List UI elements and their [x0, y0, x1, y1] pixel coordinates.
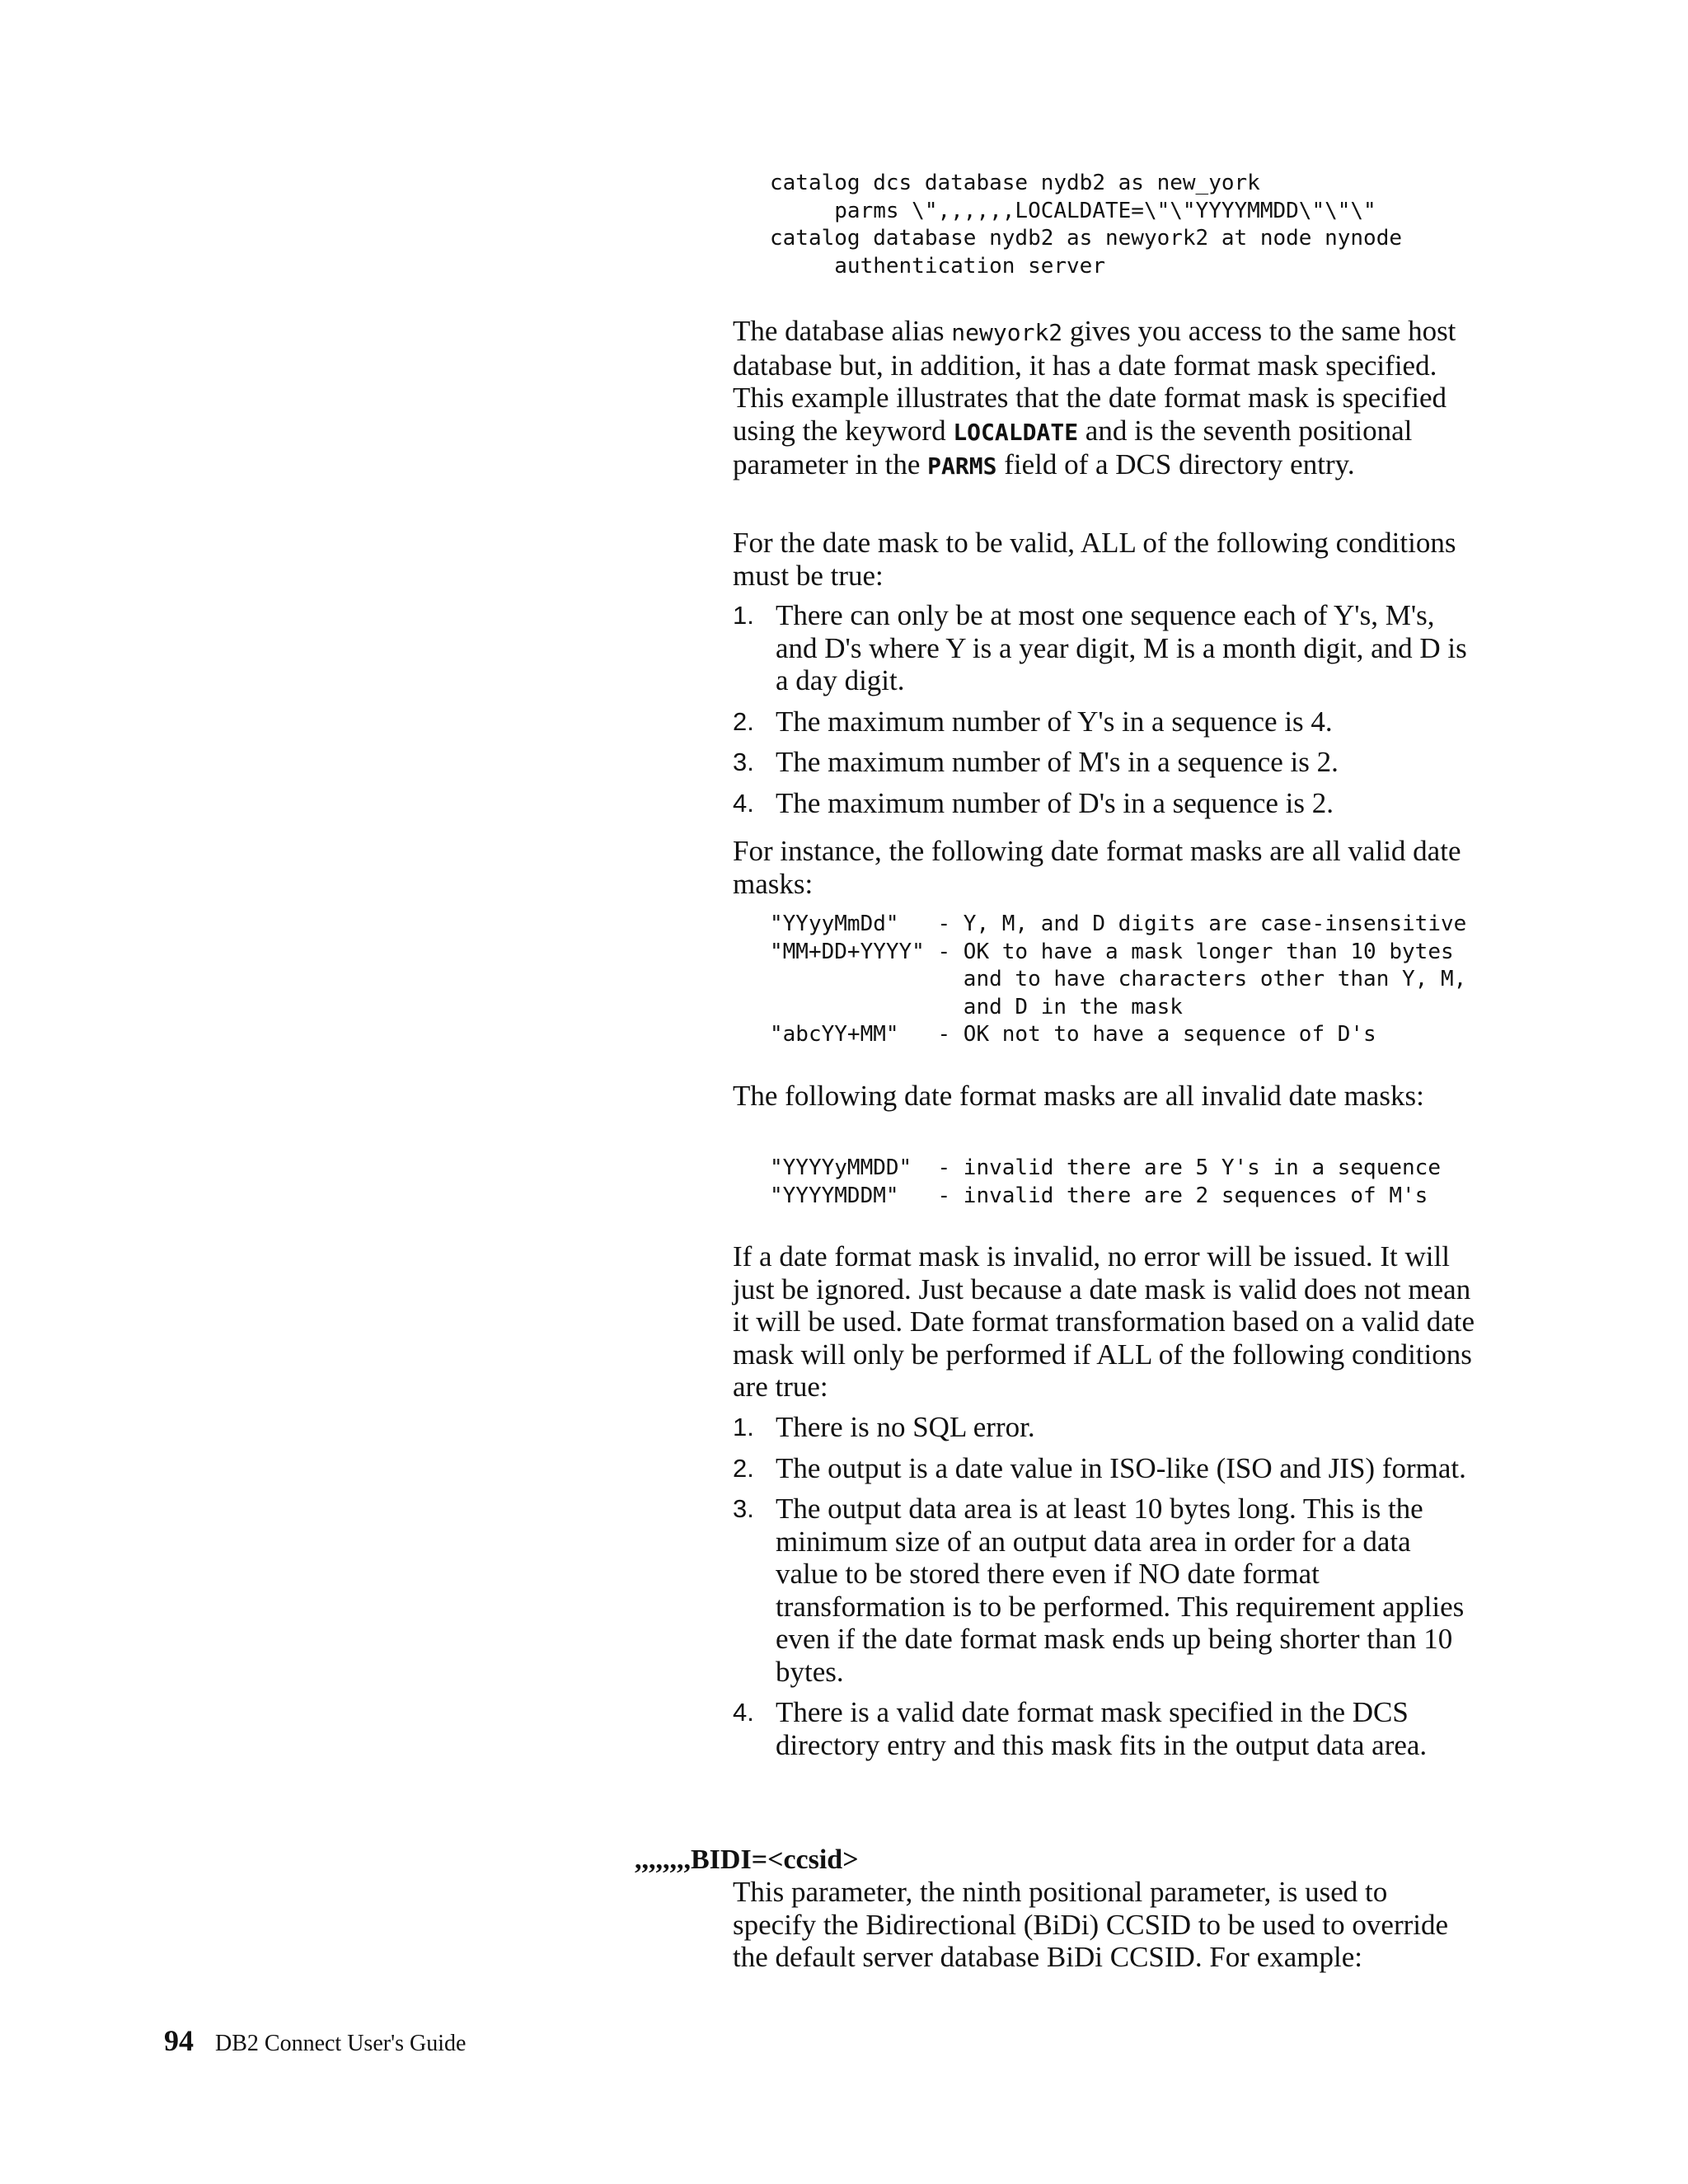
keyword-parms: PARMS: [927, 452, 997, 480]
list-item: [733, 746, 1475, 779]
code-line: "YYYYMDDM" - invalid there are 2 sequences of M's: [770, 1183, 1428, 1208]
list-item-text: The output is a date value in ISO-like (ISO and JIS) format.: [776, 1451, 1466, 1484]
list-number: 4.: [733, 1698, 754, 1727]
paragraph-bidi-description: This parameter, the ninth positional parameter, is used to specify the Bidirectional (BiDi) CCSID to be used to override the default server database BiDi CCSID. For example:: [733, 1876, 1449, 1973]
code-example-catalog: [770, 170, 1402, 280]
code-line: authentication server: [770, 253, 1105, 279]
code-line: parms \",,,,,,LOCALDATE=\"\"YYYYMMDD\"\"\": [770, 198, 1376, 223]
list-item: [733, 787, 1475, 820]
transformation-conditions-list: [733, 1411, 1475, 1769]
keyword-localdate: LOCALDATE: [953, 418, 1079, 446]
list-item: [733, 1696, 1475, 1761]
text-run: The database alias: [733, 315, 952, 347]
list-number: 2.: [733, 706, 754, 736]
list-item: [733, 1493, 1475, 1688]
book-title: DB2 Connect User's Guide: [215, 2031, 467, 2056]
text-run: field of a DCS directory entry.: [996, 448, 1355, 480]
list-number: 3.: [733, 748, 754, 776]
code-line: "YYYYyMMDD" - invalid there are 5 Y's in a sequence: [770, 1155, 1441, 1180]
code-line: "abcYY+MM" - OK not to have a sequence of D's: [770, 1022, 1376, 1047]
list-number: 2.: [733, 1453, 754, 1483]
list-item-text: There is a valid date format mask specified in the DCS directory entry and this mask fits in the output data area.: [776, 1696, 1428, 1761]
valid-mask-conditions-list: [733, 599, 1475, 827]
code-line: and D in the mask: [770, 994, 1183, 1019]
list-item-text: There is no SQL error.: [776, 1411, 1035, 1443]
text-run: gives you access to the same host database but, in addition, it has a date format mask specified. This example illustrates that the date format mask is specified using the keyword: [733, 315, 1456, 447]
paragraph-transformation-conditions: If a date format mask is invalid, no error will be issued. It will just be ignored. Just because a date mask is valid does not mean it will be used. Date format transformation based on a valid date mask will only be performed if ALL of the following conditions are true:: [733, 1240, 1475, 1403]
paragraph-valid-conditions-intro: For the date mask to be valid, ALL of the following conditions must be true:: [733, 527, 1456, 592]
list-number: 1.: [733, 1413, 754, 1441]
page-number: 94: [164, 2024, 194, 2057]
list-item-text: The output data area is at least 10 bytes long. This is the minimum size of an output data area in order for a data value to be stored there even if NO date format transformation is to be performed. This requirement applies even if the date format mask ends up being shorter than 10 bytes.: [776, 1493, 1465, 1688]
list-item: [733, 1452, 1475, 1485]
list-number: 1.: [733, 601, 754, 630]
paragraph-valid-examples-intro: For instance, the following date format masks are all valid date masks:: [733, 835, 1461, 900]
page-footer: [164, 2023, 466, 2058]
parameter-term-bidi: ,,,,,,,,BIDI=<ccsid>: [635, 1844, 859, 1875]
list-item-text: The maximum number of Y's in a sequence is 4.: [776, 705, 1333, 738]
code-example-invalid-masks: [770, 1155, 1441, 1210]
inline-code-alias: newyork2: [951, 319, 1063, 346]
code-line: catalog database nydb2 as newyork2 at node nynode: [770, 226, 1403, 251]
list-item: [733, 1411, 1475, 1444]
list-item-text: The maximum number of D's in a sequence is 2.: [776, 786, 1334, 819]
code-line: catalog dcs database nydb2 as new_york: [770, 171, 1260, 195]
list-number: 4.: [733, 788, 754, 818]
list-item-text: The maximum number of M's in a sequence is 2.: [776, 746, 1339, 778]
list-item-text: There can only be at most one sequence each of Y's, M's, and D's where Y is a year digit, M is a month digit, and D is a day digit.: [776, 599, 1467, 696]
text-run: and is the seventh positional parameter in the: [733, 414, 1413, 480]
list-item: [733, 599, 1475, 697]
code-line: "MM+DD+YYYY" - OK to have a mask longer than 10 bytes: [770, 939, 1454, 964]
code-line: "YYyyMmDd" - Y, M, and D digits are case-insensitive: [770, 912, 1467, 936]
code-line: and to have characters other than Y, M,: [770, 967, 1467, 991]
code-example-valid-masks: [770, 911, 1466, 1049]
paragraph-alias-description: [733, 315, 1475, 483]
list-number: 3.: [733, 1494, 754, 1523]
list-item: [733, 705, 1475, 738]
paragraph-invalid-examples-intro: The following date format masks are all invalid date masks:: [733, 1080, 1424, 1112]
